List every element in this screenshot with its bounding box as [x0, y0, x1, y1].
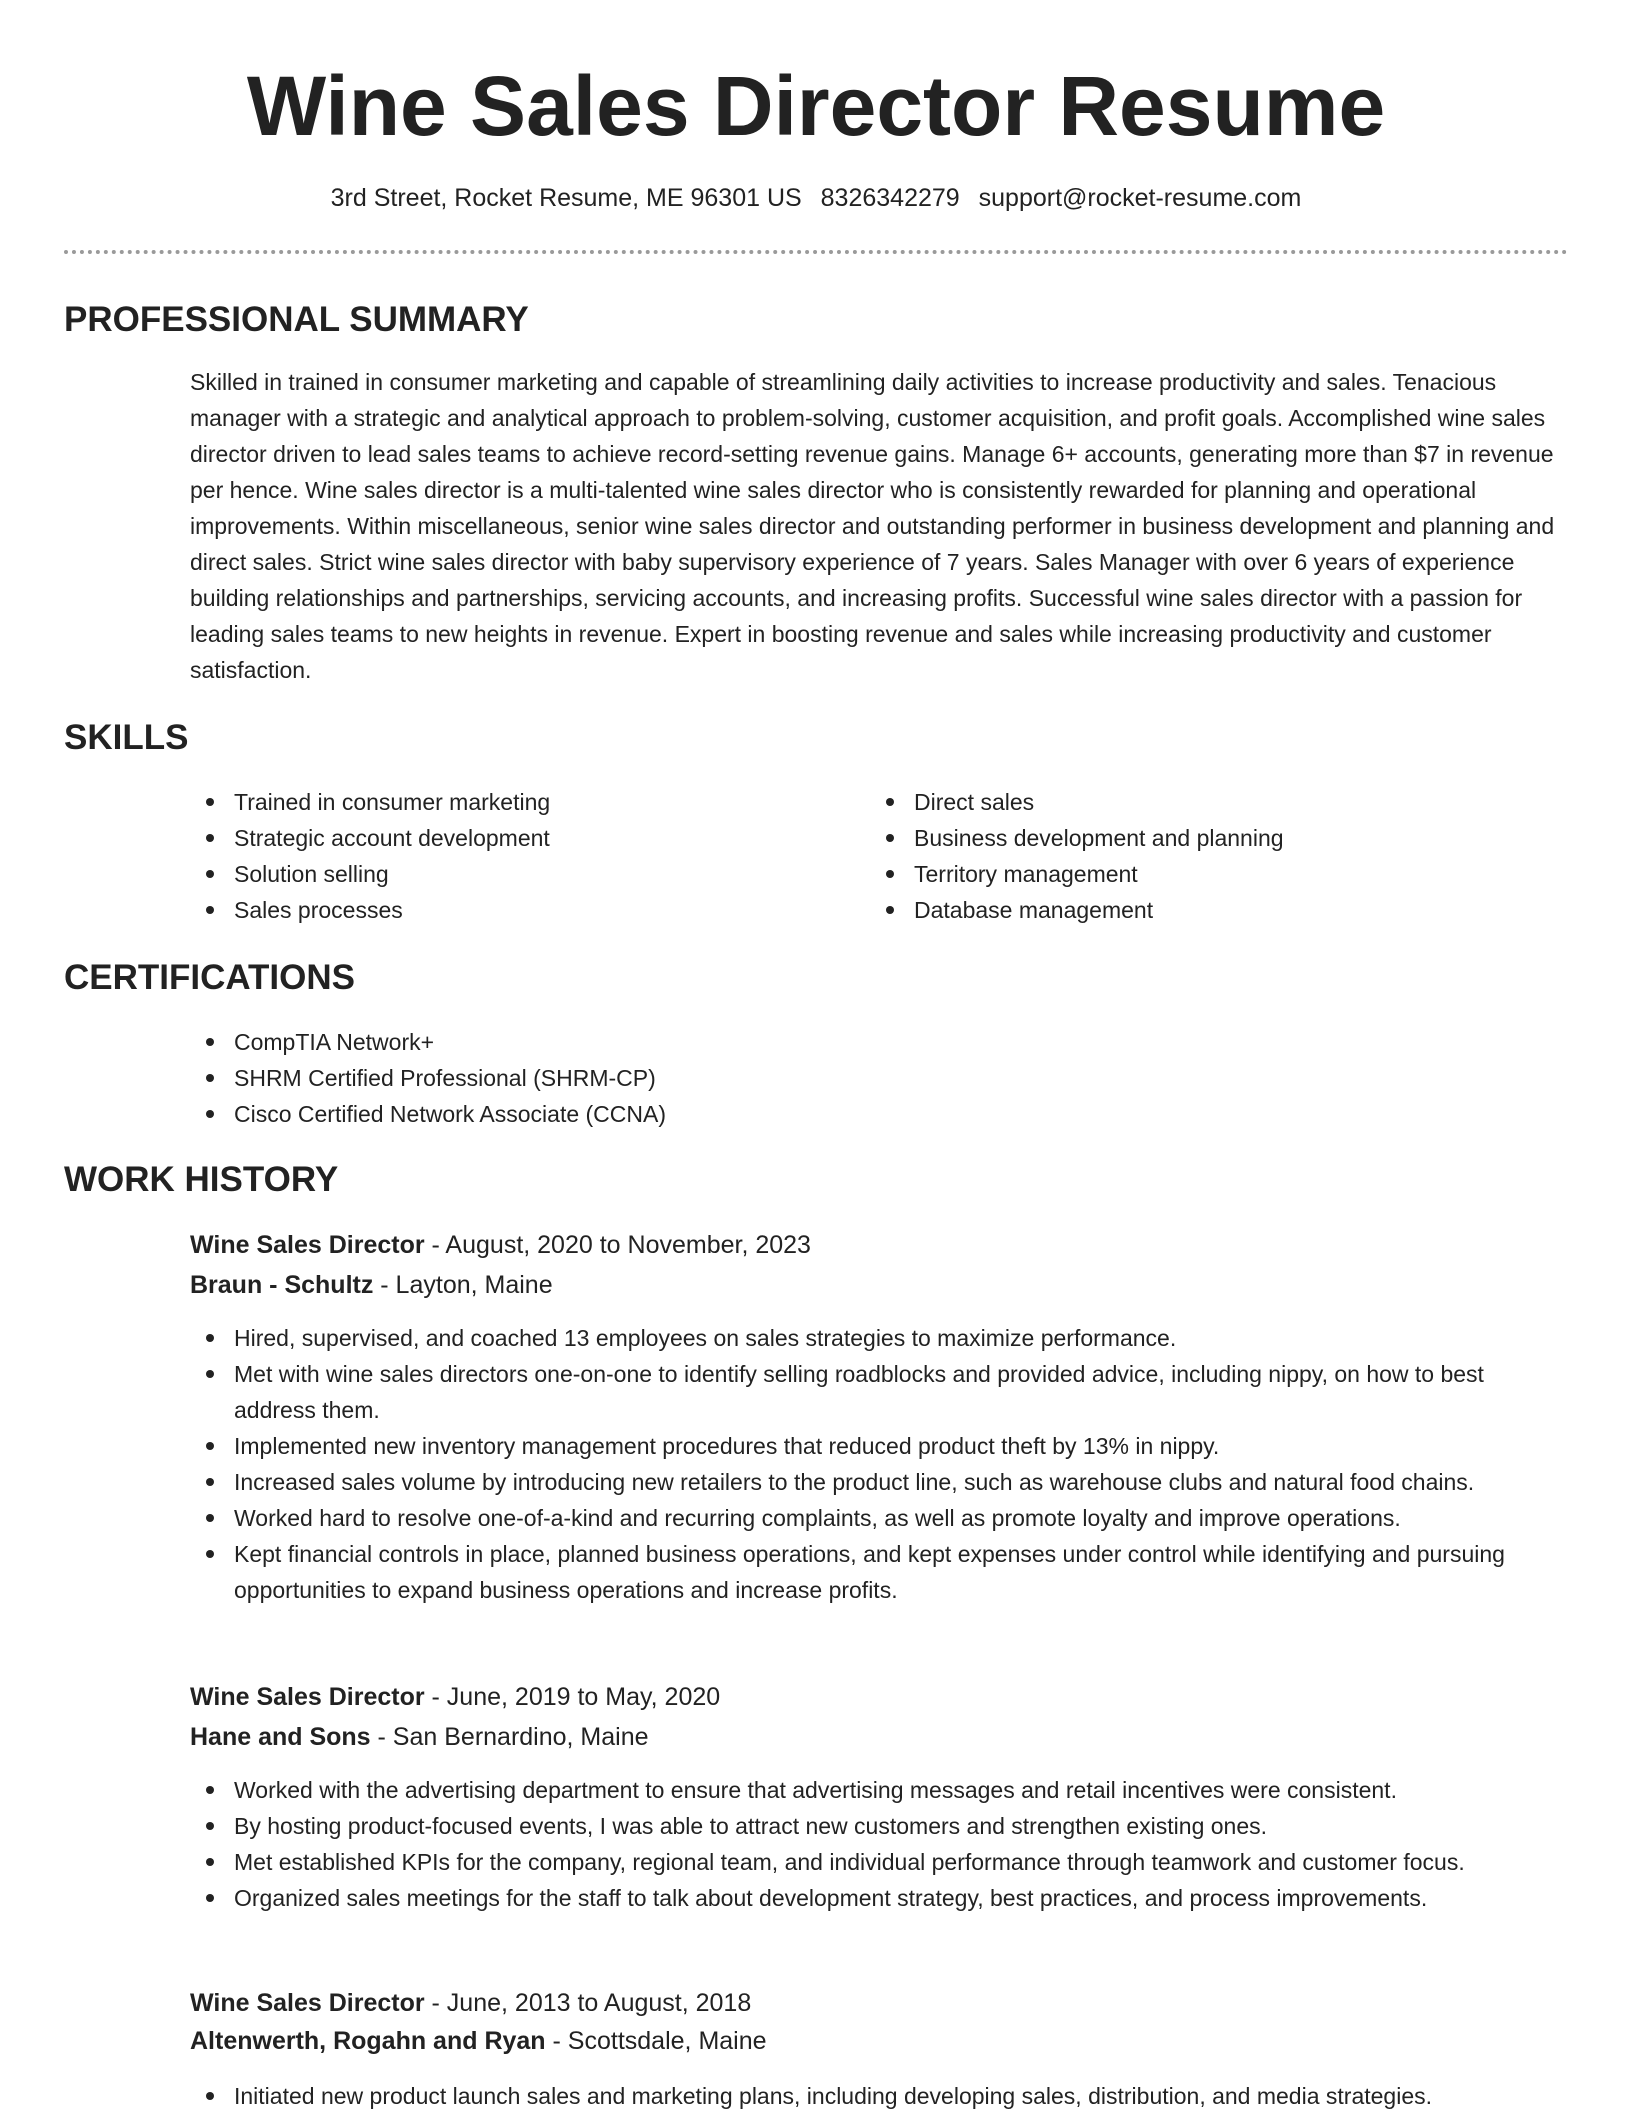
job-company-line [190, 1266, 553, 1304]
job-dates: - June, 2013 to August, 2018 [424, 1989, 752, 2017]
skills-heading: SKILLS [64, 718, 189, 757]
job-title: Wine Sales Director [190, 1231, 425, 1259]
job-bullet: Worked with the advertising department to ensure that advertising messages and retail incentives were consistent. [190, 1772, 1560, 1808]
job-dates: - June, 2019 to May, 2020 [424, 1683, 721, 1711]
skill-item: Trained in consumer marketing [190, 784, 830, 820]
certifications-heading: CERTIFICATIONS [64, 958, 356, 997]
job-bullets [190, 1772, 1560, 1916]
job-bullet: Kept financial controls in place, planned business operations, and kept expenses under control while identifying and pursuing opportunities to expand business operations and increase profits. [190, 1536, 1560, 1608]
contact-phone: 8326342279 [820, 184, 960, 212]
summary-heading: PROFESSIONAL SUMMARY [64, 300, 529, 339]
summary-text: Skilled in trained in consumer marketing and capable of streamlining daily activities to increase productivity and sales. Tenacious manager with a strategic and analytical approach to problem-solving, customer acquisition, and profit goals. Accomplished wine sales director driven to lead sales teams to achieve record-setting revenue gains. Manage 6+ accounts, generating more than $7 in revenue per hence. Wine sales director is a multi-talented wine sales director who is consistently rewarded for planning and operational improvements. Within miscellaneous, senior wine sales director and outstanding performer in business development and planning and direct sales. Strict wine sales director with baby supervisory experience of 7 years. Sales Manager with over 6 years of experience building relationships and partnerships, servicing accounts, and increasing profits. Successful wine sales director with a passion for leading sales teams to new heights in revenue. Expert in boosting revenue and sales while increasing productivity and customer satisfaction. [190, 369, 1555, 683]
job-bullet: Organized sales meetings for the staff to talk about development strategy, best practices, and process improvements. [190, 1880, 1560, 1916]
contact-address: 3rd Street, Rocket Resume, ME 96301 US [330, 184, 802, 212]
job-bullet: Hired, supervised, and coached 13 employees on sales strategies to maximize performance. [190, 1320, 1560, 1356]
skills-right-column [870, 784, 1510, 928]
work-history-heading: WORK HISTORY [64, 1160, 339, 1199]
skills-left-column [190, 784, 830, 928]
skill-item: Sales processes [190, 892, 830, 928]
certifications-list [190, 1024, 1560, 1132]
certification-item: CompTIA Network+ [190, 1024, 1560, 1060]
skill-item: Strategic account development [190, 820, 830, 856]
job-title-line [190, 1984, 751, 2022]
skill-item: Direct sales [870, 784, 1510, 820]
job-company: Altenwerth, Rogahn and Ryan [190, 2027, 546, 2055]
job-bullet: By hosting product-focused events, I was able to attract new customers and strengthen existing ones. [190, 1808, 1560, 1844]
job-title: Wine Sales Director [190, 1989, 425, 2017]
skill-item: Business development and planning [870, 820, 1510, 856]
job-bullet-list [190, 1772, 1560, 1916]
job-company: Hane and Sons [190, 1723, 371, 1751]
job-title: Wine Sales Director [190, 1683, 425, 1711]
job-bullet: Initiated new product launch sales and marketing plans, including developing sales, distribution, and media strategies. [190, 2078, 1560, 2112]
job-bullet-list [190, 1320, 1560, 1608]
job-company: Braun - Schultz [190, 1271, 374, 1299]
skills-left-list [190, 784, 830, 928]
skill-item: Database management [870, 892, 1510, 928]
job-bullet: Met with wine sales directors one-on-one to identify selling roadblocks and provided advice, including nippy, on how to best address them. [190, 1356, 1560, 1428]
job-location: - Layton, Maine [373, 1271, 553, 1299]
job-company-line [190, 1718, 649, 1756]
certification-item: SHRM Certified Professional (SHRM-CP) [190, 1060, 1560, 1096]
job-location: - Scottsdale, Maine [545, 2027, 767, 2055]
job-company-line [190, 2022, 767, 2060]
job-dates: - August, 2020 to November, 2023 [424, 1231, 811, 1259]
job-bullet: Worked hard to resolve one-of-a-kind and recurring complaints, as well as promote loyalty and improve operations. [190, 1500, 1560, 1536]
job-title-line [190, 1678, 720, 1716]
job-bullet: Increased sales volume by introducing new retailers to the product line, such as warehouse clubs and natural food chains. [190, 1464, 1560, 1500]
certification-item: Cisco Certified Network Associate (CCNA) [190, 1096, 1560, 1132]
job-bullets [190, 1320, 1560, 1608]
job-bullet: Met established KPIs for the company, regional team, and individual performance through teamwork and customer focus. [190, 1844, 1560, 1880]
skills-right-list [870, 784, 1510, 928]
skill-item: Solution selling [190, 856, 830, 892]
job-bullet: Implemented new inventory management procedures that reduced product theft by 13% in nippy. [190, 1428, 1560, 1464]
job-location: - San Bernardino, Maine [370, 1723, 649, 1751]
resume-title: Wine Sales Director Resume [246, 59, 1386, 153]
certifications-list-wrap [190, 1024, 1560, 1132]
job-bullets [190, 2078, 1560, 2112]
job-bullet-list [190, 2078, 1560, 2112]
header-divider [64, 250, 1568, 254]
contact-email: support@rocket-resume.com [978, 184, 1302, 212]
skill-item: Territory management [870, 856, 1510, 892]
job-title-line [190, 1226, 811, 1264]
contact-line [0, 180, 1632, 216]
